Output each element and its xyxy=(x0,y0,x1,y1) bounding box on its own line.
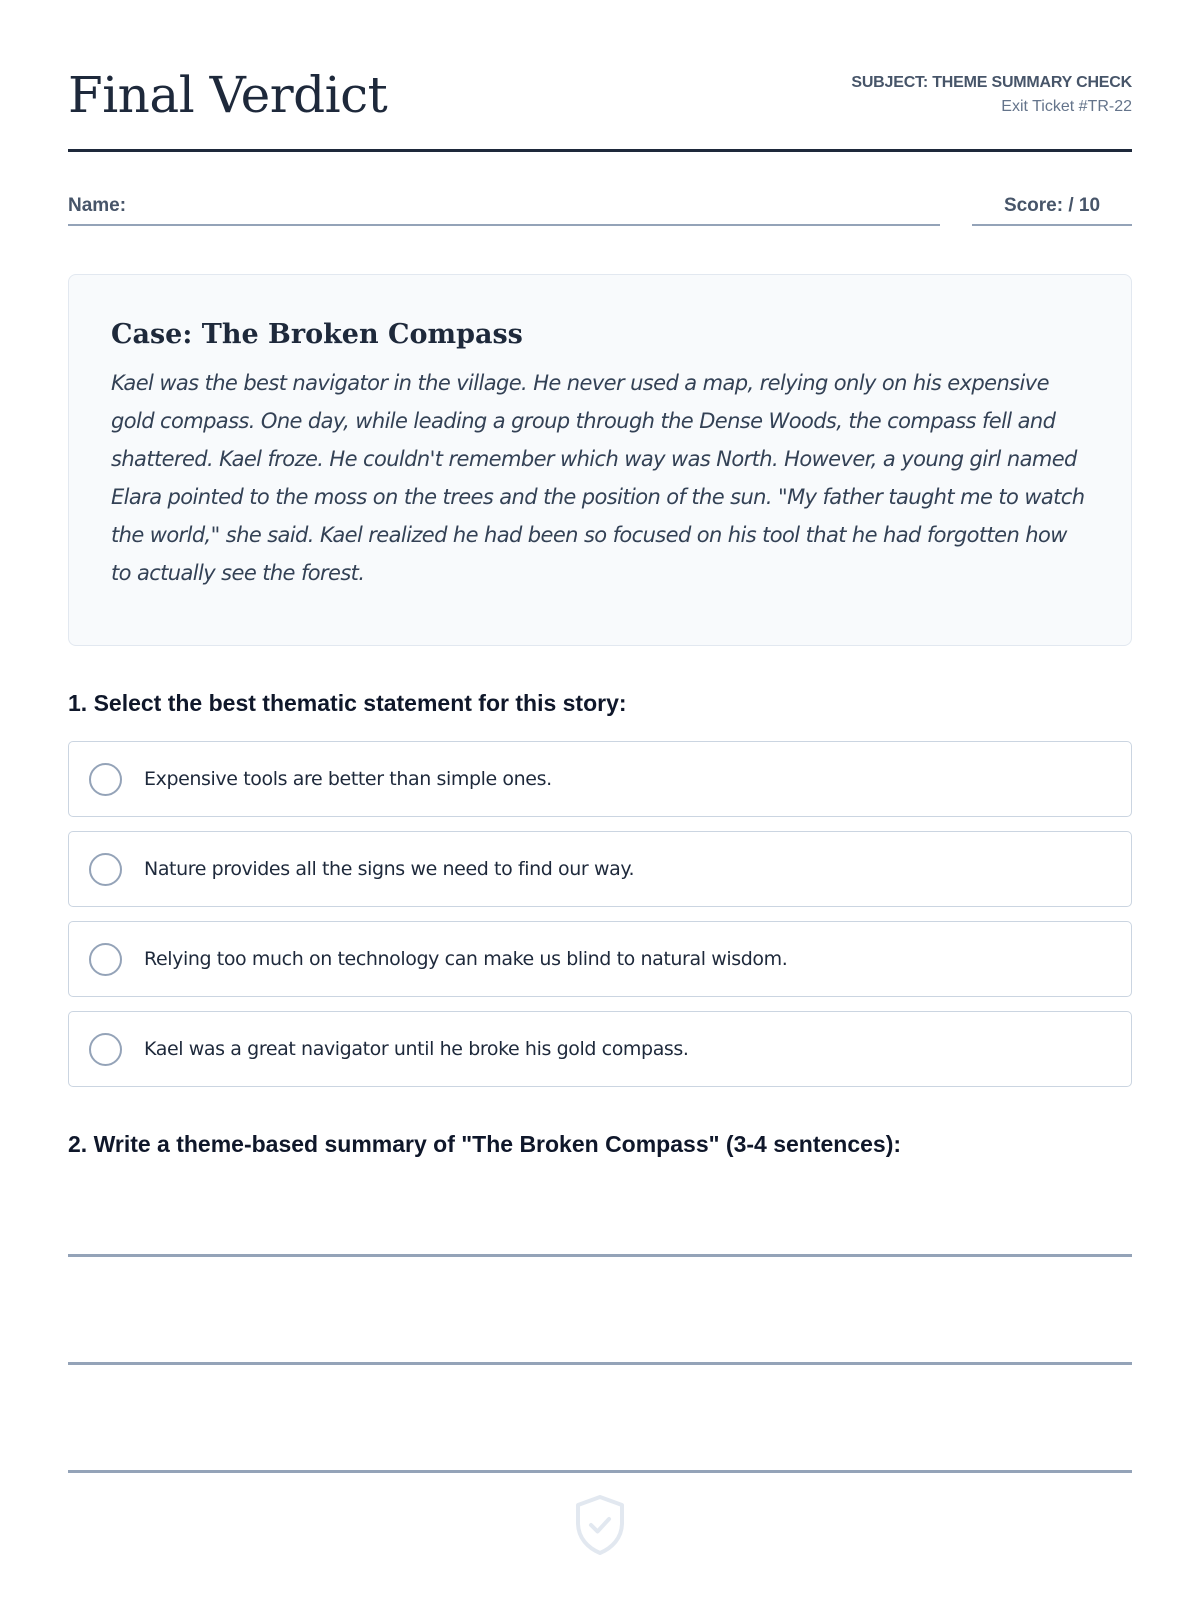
case-text: Kael was the best navigator in the village. He never used a map, relying only on his expensive gold compass. One day, while leading a group through the Dense Woods, the compass fell and shattered. Kael froze. He couldn't remember which way was North. However, a young girl named Elara pointed to the moss on the trees and the position of the sun. "My father taught me to watch the world," she said. Kael realized he had been so focused on his tool that he had forgotten how to actually see the forest. xyxy=(111,371,1085,585)
summary-answer-area[interactable] xyxy=(68,1158,1132,1488)
answer-options xyxy=(68,741,1132,1087)
writing-line[interactable] xyxy=(68,1362,1132,1365)
score-label: Score: / 10 xyxy=(1003,195,1101,216)
option-label: Expensive tools are better than simple ones. xyxy=(144,768,552,790)
subject-label: SUBJECT: THEME SUMMARY CHECK xyxy=(851,74,1132,91)
radio-button[interactable] xyxy=(89,943,122,976)
name-field[interactable] xyxy=(68,192,940,226)
writing-line[interactable] xyxy=(68,1254,1132,1257)
answer-option-3[interactable] xyxy=(68,921,1132,997)
radio-button[interactable] xyxy=(89,763,122,796)
case-title: Case: The Broken Compass xyxy=(111,319,523,350)
name-label: Name: xyxy=(68,195,127,216)
ticket-id: Exit Ticket #TR-22 xyxy=(1001,98,1132,115)
answer-option-4[interactable] xyxy=(68,1011,1132,1087)
option-label: Nature provides all the signs we need to find our way. xyxy=(144,858,635,880)
question-2-prompt: 2. Write a theme-based summary of "The Broken Compass" (3-4 sentences): xyxy=(68,1131,902,1157)
page-header xyxy=(68,0,1132,152)
option-label: Relying too much on technology can make us blind to natural wisdom. xyxy=(144,948,788,970)
writing-line[interactable] xyxy=(68,1470,1132,1473)
shield-check-icon xyxy=(0,1494,1200,1561)
radio-button[interactable] xyxy=(89,1033,122,1066)
page-title: Final Verdict xyxy=(68,66,388,124)
header-meta xyxy=(851,74,1132,116)
option-label: Kael was a great navigator until he broke his gold compass. xyxy=(144,1038,689,1060)
score-field[interactable] xyxy=(972,192,1132,226)
student-fields xyxy=(68,152,1132,232)
question-1-prompt: 1. Select the best thematic statement for this story: xyxy=(68,690,627,716)
answer-option-1[interactable] xyxy=(68,741,1132,817)
answer-option-2[interactable] xyxy=(68,831,1132,907)
case-box xyxy=(68,274,1132,646)
radio-button[interactable] xyxy=(89,853,122,886)
